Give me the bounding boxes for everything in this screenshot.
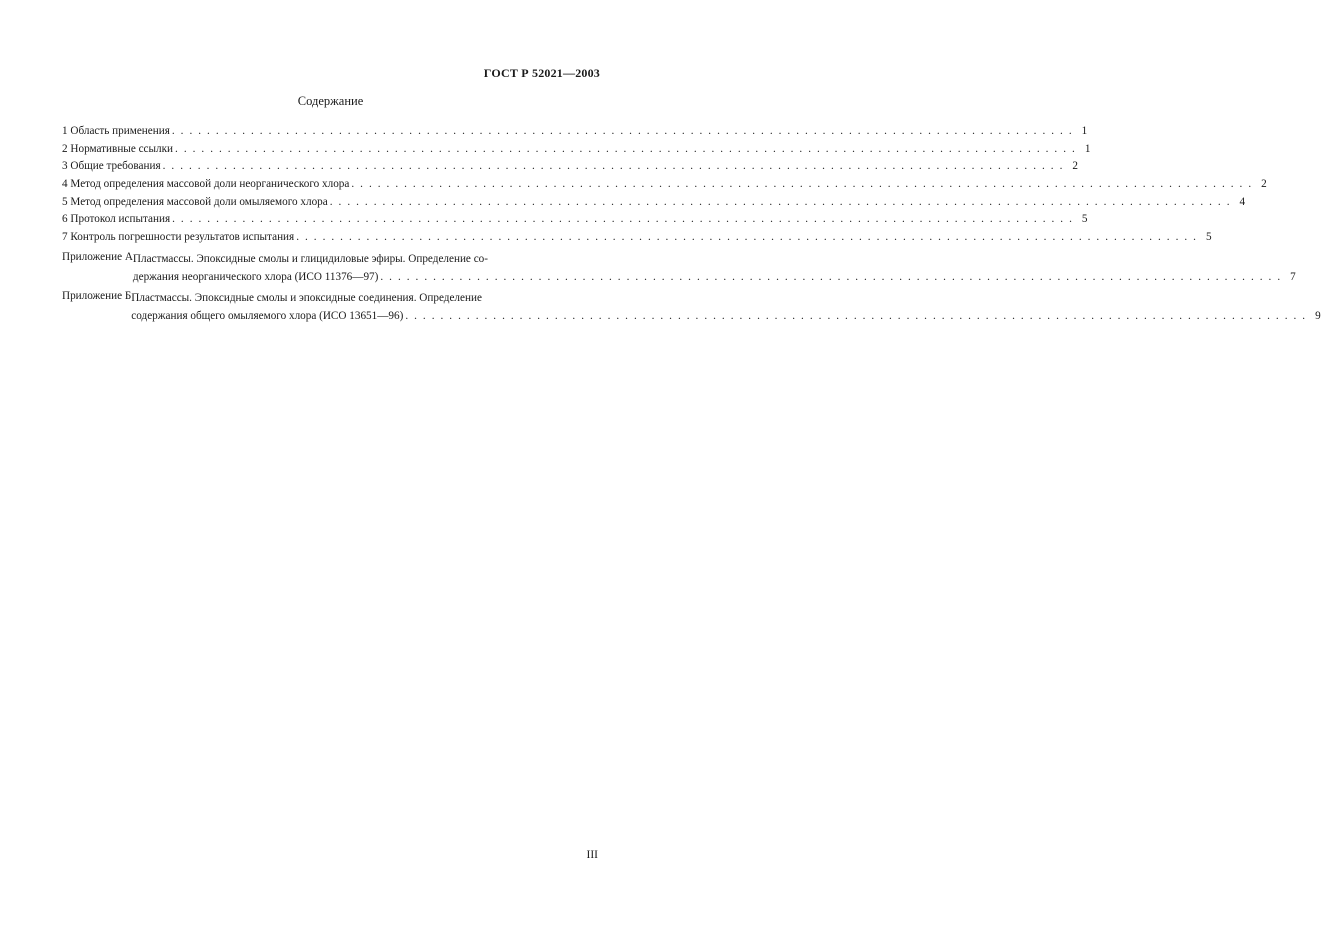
toc-entry-page: 5 [1081,213,1088,226]
contents-title: Содержание [297,94,364,108]
toc-entry-label: 3 Общие требования [62,160,161,173]
appendix-heading: Приложение Б [62,290,132,303]
leader-dots [172,123,1073,141]
appendix-title-line2: держания неорганического хлора (ИСО 11376—97) [132,270,379,283]
toc-entry-label: 7 Контроль погрешности результатов испытания [62,231,295,244]
leader-dots [405,308,1306,326]
leader-dots [175,141,1076,159]
appendix-title-line1: Пластмассы. Эпоксидные смолы и глицидиловые эфиры. Определение со- [132,252,488,265]
toc-entry-page: 4 [1239,195,1246,208]
toc-entry[interactable] [62,211,1088,229]
appendix-entry[interactable] [62,250,1296,286]
leader-dots [296,229,1197,247]
appendix-entry[interactable] [62,290,1321,325]
toc-entry[interactable] [62,176,1267,194]
toc-entry[interactable] [62,229,1212,247]
toc-entry-label: 1 Область применения [62,125,170,137]
toc-entry[interactable] [62,158,1078,176]
leader-dots [172,211,1073,229]
leader-dots [380,269,1281,287]
toc-entry-label: 2 Нормативные ссылки [62,142,174,155]
toc-entry-page: 2 [1072,160,1078,173]
leader-dots [351,176,1252,194]
appendix-page: 7 [1290,270,1296,283]
leader-dots [163,158,1064,176]
toc-entry-label: 6 Протокол испытания [62,213,171,226]
toc-entry-label: 4 Метод определения массовой доли неорганического хлора [62,178,350,191]
toc-entry-page: 5 [1205,231,1212,244]
toc-entry[interactable] [62,123,1088,141]
page-number-roman: III [586,849,598,861]
appendix-page: 9 [1315,309,1321,322]
toc-entry-page: 1 [1081,125,1088,137]
toc-entry-label: 5 Метод определения массовой доли омыляемого хлора [62,195,328,208]
document-code-header: ГОСТ Р 52021—2003 [483,66,600,80]
appendix-title-line2: содержания общего омыляемого хлора (ИСО 13651—96) [131,309,404,322]
appendix-heading: Приложение А [62,250,133,263]
toc-entry[interactable] [62,194,1246,212]
leader-dots [330,194,1231,212]
appendix-title-line1: Пластмассы. Эпоксидные смолы и эпоксидные соединения. Определение [131,292,482,305]
toc-entry-page: 2 [1261,178,1267,191]
toc-entry[interactable] [62,141,1091,159]
table-of-contents [62,123,1321,326]
toc-entry-page: 1 [1084,142,1091,155]
